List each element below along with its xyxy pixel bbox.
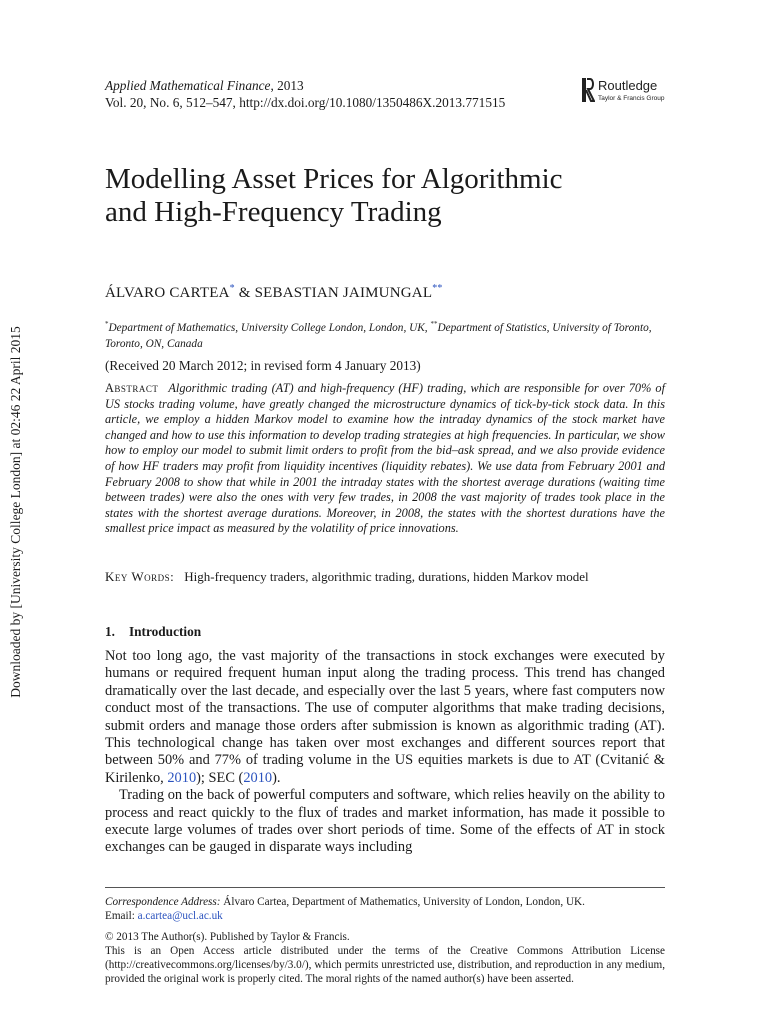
correspondence (105, 895, 665, 909)
keywords-text: High-frequency traders, algorithmic trading, durations, hidden Markov model (184, 569, 589, 584)
affil-text: Department of Mathematics, University College London, London, UK, (108, 321, 431, 334)
body-text-run: ). (272, 769, 281, 786)
abstract (105, 381, 665, 537)
keywords (105, 569, 589, 585)
correspondence-label: Correspondence Address: (105, 896, 221, 908)
body-text (105, 648, 665, 857)
article-title (105, 163, 705, 229)
author-list (105, 283, 443, 302)
affil-mark: * (105, 320, 109, 328)
body-text-run: ); SEC ( (196, 769, 244, 786)
journal-year: , 2013 (270, 78, 304, 93)
affil-mark: ** (430, 320, 438, 328)
publisher-subtitle: Taylor & Francis Group (598, 95, 665, 102)
abstract-text: Algorithmic trading (AT) and high-frequency (HF) trading, which are responsible for over 70% of US stocks trading volume, have greatly changed the microstructure dynamics of tick-by-tick stock data. In this article, we employ a hidden Markov model to examine how the intraday dynamics of the stock market have changed and how to use this information to develop trading strategies at high frequencies. In particular, we show how to employ our model to submit limit orders to profit from the bid–ask spread, and we also provide evidence of how HF traders may profit from liquidity incentives (liquidity rebates). We use data from February 2001 and February 2008 to show that while in 2001 the intraday states with the shortest average durations (waiting time between trades) were also the ones with very few trades, in 2008 the vast majority of trades took place in the states with the shortest average durations. Moreover, in 2008, the states with the shortest durations have the smallest price impact as measured by the volatility of price innovations. (105, 381, 665, 536)
affil-text: Department of Statistics, University of Toronto, Toronto, ON, Canada (105, 321, 652, 350)
body-paragraph: Trading on the back of powerful computers and software, which relies heavily on the ability to process and react quickly to the flux of trades and market information, has made it possible to execute large volumes of trades over short periods of time. Some of the effects of AT in stock exchanges can be gauged in disparate ways including (105, 787, 665, 856)
citation-link[interactable]: 2010 (167, 769, 197, 786)
routledge-r-logo-icon (582, 78, 595, 102)
author-affil-mark[interactable]: ** (432, 283, 443, 294)
body-paragraph (105, 648, 665, 787)
author-name: ÁLVARO CARTEA (105, 285, 230, 301)
journal-name: Applied Mathematical Finance (105, 78, 271, 93)
license-text: This is an Open Access article distributed under the terms of the Creative Commons Attribution License (http://creativecommons.org/licenses/by/3.0/), which permits unrestricted use, distribution, and reproduction in any medium, provided the original work is properly cited. The moral rights of the named author(s) have been asserted. (105, 944, 665, 986)
email-label: Email: (105, 910, 138, 923)
footnotes (105, 895, 665, 987)
received-dates: (Received 20 March 2012; in revised form 4 January 2013) (105, 358, 421, 373)
download-stamp-text: Downloaded by [University College London] at 02:46 22 April 2015 (8, 326, 23, 698)
body-text-run: Not too long ago, the vast majority of the transactions in stock exchanges were executed by humans or required frequent human input along the trading process. This trend has changed dramatically over the last decade, and especially over the last 5 years, where fast computers now conduct most of the transactions. The use of computer algorithms that make trading decisions, submit orders and manage those orders after submission is known as algorithmic trading (AT). This technological change has taken over most exchanges and different sources report that between 50% and 77% of trading volume in the US equities markets is due to AT (Cvitanić & Kirilenko, (105, 648, 665, 786)
email-line (105, 909, 665, 923)
author-separator: & (234, 285, 255, 301)
affiliations (105, 316, 665, 352)
copyright: © 2013 The Author(s). Published by Taylor & Francis. (105, 930, 350, 943)
citation-link[interactable]: 2010 (243, 769, 273, 786)
journal-header (105, 77, 505, 111)
correspondence-text: Álvaro Cartea, Department of Mathematics, University of London, London, UK. (220, 896, 585, 908)
publisher-name: Routledge (598, 78, 658, 93)
footnote-divider (105, 887, 665, 888)
author-name: SEBASTIAN JAIMUNGAL (254, 285, 433, 301)
section-number: 1. (105, 624, 115, 639)
author-affil-mark[interactable]: * (229, 283, 235, 294)
abstract-label: Abstract (105, 381, 159, 395)
article-title-line-1: Modelling Asset Prices for Algorithmic (105, 163, 563, 195)
section-title: Introduction (128, 624, 202, 639)
section-heading (105, 624, 201, 640)
email-link[interactable]: a.cartea@ucl.ac.uk (137, 910, 223, 923)
keywords-label: Key Words: (105, 569, 175, 584)
download-stamp (0, 312, 32, 712)
publisher-logo (582, 77, 664, 103)
article-title-line-2: and High-Frequency Trading (105, 196, 442, 228)
journal-volume-line: Vol. 20, No. 6, 512–547, http://dx.doi.org/10.1080/1350486X.2013.771515 (105, 95, 506, 110)
